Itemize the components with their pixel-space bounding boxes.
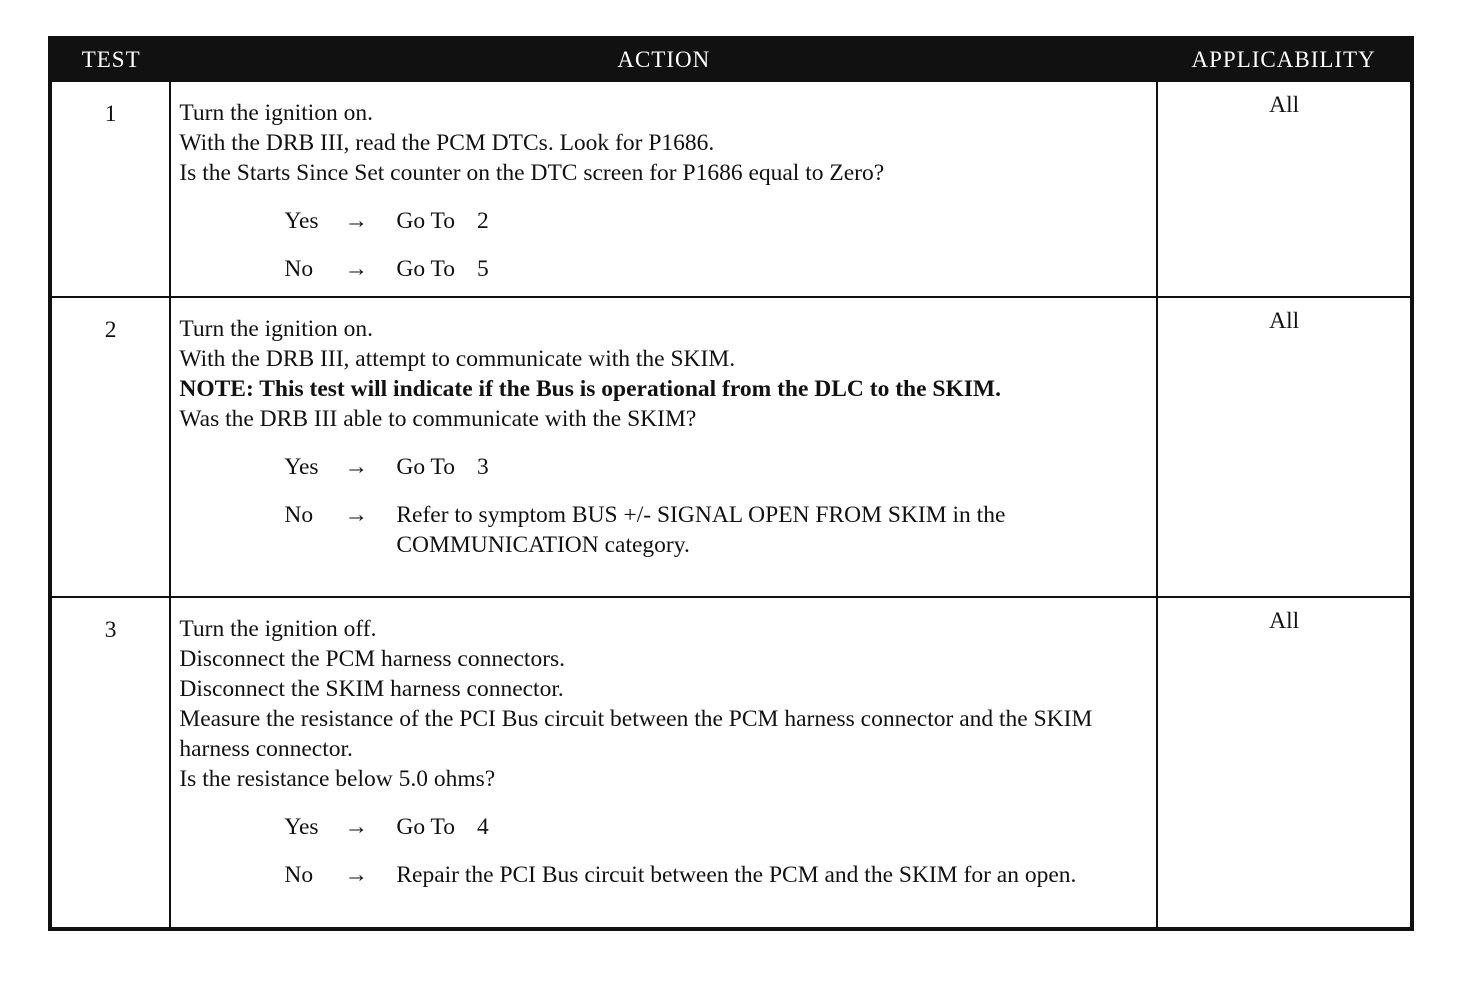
action-cell	[170, 297, 1157, 597]
table-row	[50, 297, 1412, 597]
goto-result	[396, 206, 1150, 236]
table-row	[50, 597, 1412, 929]
applicability-cell: All	[1157, 81, 1412, 297]
arrow-right-icon: →	[344, 256, 368, 282]
action-line: Measure the resistance of the PCI Bus circuit between the PCM harness connector and the SKIM harness connector.	[179, 706, 1093, 762]
goto-label: Go To	[396, 208, 455, 234]
no-label: No	[284, 862, 314, 888]
goto-number: 4	[476, 814, 489, 840]
action-line: Disconnect the SKIM harness connector.	[179, 676, 564, 702]
header-row	[50, 38, 1412, 81]
no-branch	[284, 860, 1150, 890]
arrow-right-icon: →	[344, 814, 368, 840]
header-action: ACTION	[170, 38, 1157, 81]
yes-label: Yes	[284, 208, 319, 234]
table-row	[50, 81, 1412, 297]
header-test: TEST	[50, 38, 170, 81]
arrow-right-icon: →	[344, 862, 368, 888]
goto-result	[396, 452, 1150, 482]
no-label: No	[284, 256, 314, 282]
question-text: Was the DRB III able to communicate with the SKIM?	[179, 406, 697, 432]
arrow-right-icon: →	[344, 454, 368, 480]
test-number: 3	[50, 597, 170, 929]
yes-branch	[284, 812, 1150, 842]
action-line: Turn the ignition off.	[179, 616, 377, 642]
yes-label: Yes	[284, 814, 319, 840]
action-line: Turn the ignition on.	[179, 316, 374, 342]
test-number: 1	[50, 81, 170, 297]
goto-result	[396, 254, 1150, 284]
arrow-right-icon: →	[344, 208, 368, 234]
goto-label: Go To	[396, 256, 455, 282]
goto-number: 2	[476, 208, 489, 234]
yes-branch	[284, 206, 1150, 236]
action-line: Is the resistance below 5.0 ohms?	[179, 766, 496, 792]
yes-label: Yes	[284, 454, 319, 480]
no-label: No	[284, 502, 314, 528]
goto-result	[396, 812, 1150, 842]
no-result-text: Refer to symptom BUS +/- SIGNAL OPEN FROM SKIM in the COMMUNICATION category.	[396, 502, 1006, 558]
action-line: Disconnect the PCM harness connectors.	[179, 646, 566, 672]
yes-branch	[284, 452, 1150, 482]
diagnostic-test-table	[48, 36, 1414, 931]
no-branch	[284, 500, 1150, 560]
goto-number: 5	[476, 256, 489, 282]
goto-label: Go To	[396, 814, 455, 840]
action-line: With the DRB III, read the PCM DTCs. Look for P1686.	[179, 130, 715, 156]
no-result-text: Repair the PCI Bus circuit between the PCM and the SKIM for an open.	[396, 862, 1077, 888]
no-branch	[284, 254, 1150, 284]
action-cell	[170, 597, 1157, 929]
applicability-cell: All	[1157, 297, 1412, 597]
applicability-cell: All	[1157, 597, 1412, 929]
test-number: 2	[50, 297, 170, 597]
action-cell	[170, 81, 1157, 297]
arrow-right-icon: →	[344, 502, 368, 528]
goto-number: 3	[476, 454, 489, 480]
action-line: Turn the ignition on.	[179, 100, 374, 126]
header-applicability: APPLICABILITY	[1157, 38, 1412, 81]
goto-label: Go To	[396, 454, 455, 480]
action-line: Is the Starts Since Set counter on the DTC screen for P1686 equal to Zero?	[179, 160, 885, 186]
note-text: NOTE: This test will indicate if the Bus is operational from the DLC to the SKIM.	[179, 376, 1001, 402]
action-line: With the DRB III, attempt to communicate with the SKIM.	[179, 346, 736, 372]
